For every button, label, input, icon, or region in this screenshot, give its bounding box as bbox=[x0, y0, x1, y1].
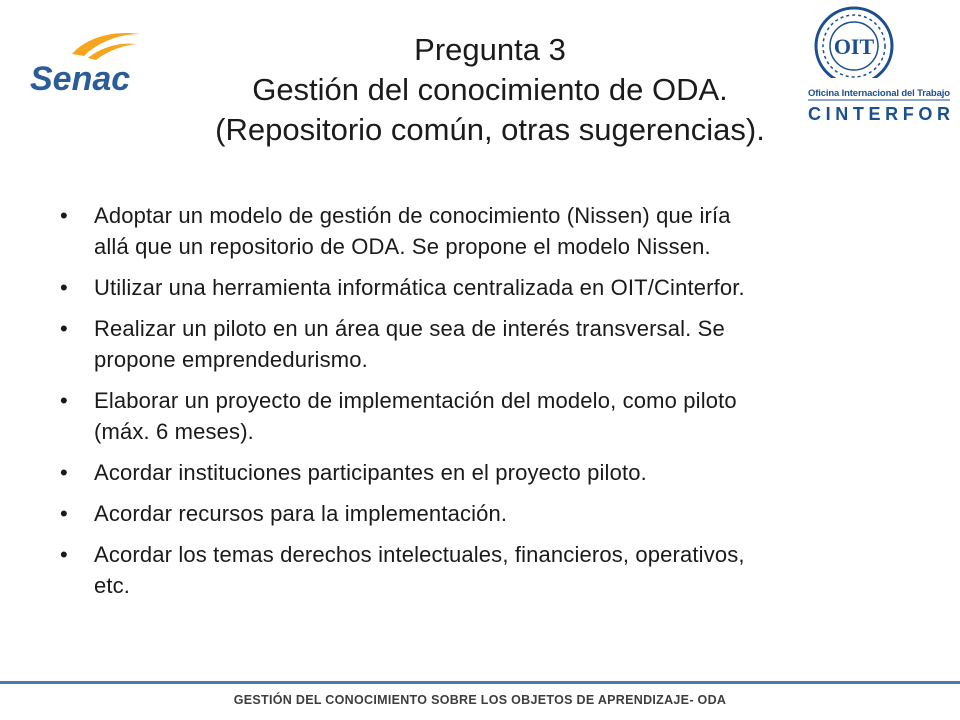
footer-text: GESTIÓN DEL CONOCIMIENTO SOBRE LOS OBJETOS DE APRENDIZAJE- ODA bbox=[233, 693, 727, 707]
svg-text:OIT: OIT bbox=[833, 34, 875, 59]
slide-title bbox=[160, 30, 820, 150]
bullet-dot-icon: • bbox=[60, 275, 68, 300]
bullet-dot-icon: • bbox=[60, 316, 68, 341]
bullet-item bbox=[60, 385, 900, 447]
footer-divider bbox=[0, 681, 960, 684]
bullet-item bbox=[60, 200, 900, 262]
bullet-dot-icon: • bbox=[60, 203, 68, 228]
bullet-dot-icon: • bbox=[60, 501, 68, 526]
bullet-line: Acordar instituciones participantes en el proyecto piloto. bbox=[94, 460, 647, 485]
title-line-1: Pregunta 3 bbox=[414, 32, 566, 67]
bullet-dot-icon: • bbox=[60, 388, 68, 413]
bullet-item bbox=[60, 272, 900, 303]
bullet-line: Adoptar un modelo de gestión de conocimiento (Nissen) que iría bbox=[94, 203, 731, 228]
senac-logo bbox=[28, 24, 150, 100]
bullet-item bbox=[60, 313, 900, 375]
oit-emblem-icon bbox=[816, 8, 892, 84]
oit-cinterfor-logo bbox=[804, 4, 954, 130]
bullet-line: (máx. 6 meses). bbox=[94, 419, 254, 444]
bullet-line: etc. bbox=[94, 573, 131, 598]
bullet-line: Acordar los temas derechos intelectuales, financieros, operativos, bbox=[94, 542, 745, 567]
bullet-line: Utilizar una herramienta informática centralizada en OIT/Cinterfor. bbox=[94, 275, 745, 300]
bullet-item bbox=[60, 498, 900, 529]
bullet-line: Elaborar un proyecto de implementación del modelo, como piloto bbox=[94, 388, 737, 413]
bullet-line: Realizar un piloto en un área que sea de interés transversal. Se bbox=[94, 316, 725, 341]
bullet-item bbox=[60, 539, 900, 601]
title-line-2: Gestión del conocimiento de ODA. bbox=[252, 72, 728, 107]
bullet-dot-icon: • bbox=[60, 542, 68, 567]
bullet-line: propone emprendedurismo. bbox=[94, 347, 368, 372]
title-line-3: (Repositorio común, otras sugerencias). bbox=[215, 112, 765, 147]
bullet-dot-icon: • bbox=[60, 460, 68, 485]
bullet-item bbox=[60, 457, 900, 488]
bullet-list bbox=[60, 200, 900, 611]
svg-text:Oficina Internacional del Trab: Oficina Internacional del Trabajo bbox=[808, 88, 950, 99]
bullet-line: Acordar recursos para la implementación. bbox=[94, 501, 508, 526]
svg-text:CINTERFOR: CINTERFOR bbox=[808, 104, 950, 124]
bullet-line: allá que un repositorio de ODA. Se propone el modelo Nissen. bbox=[94, 234, 711, 259]
senac-wordmark: Senac bbox=[30, 60, 131, 98]
